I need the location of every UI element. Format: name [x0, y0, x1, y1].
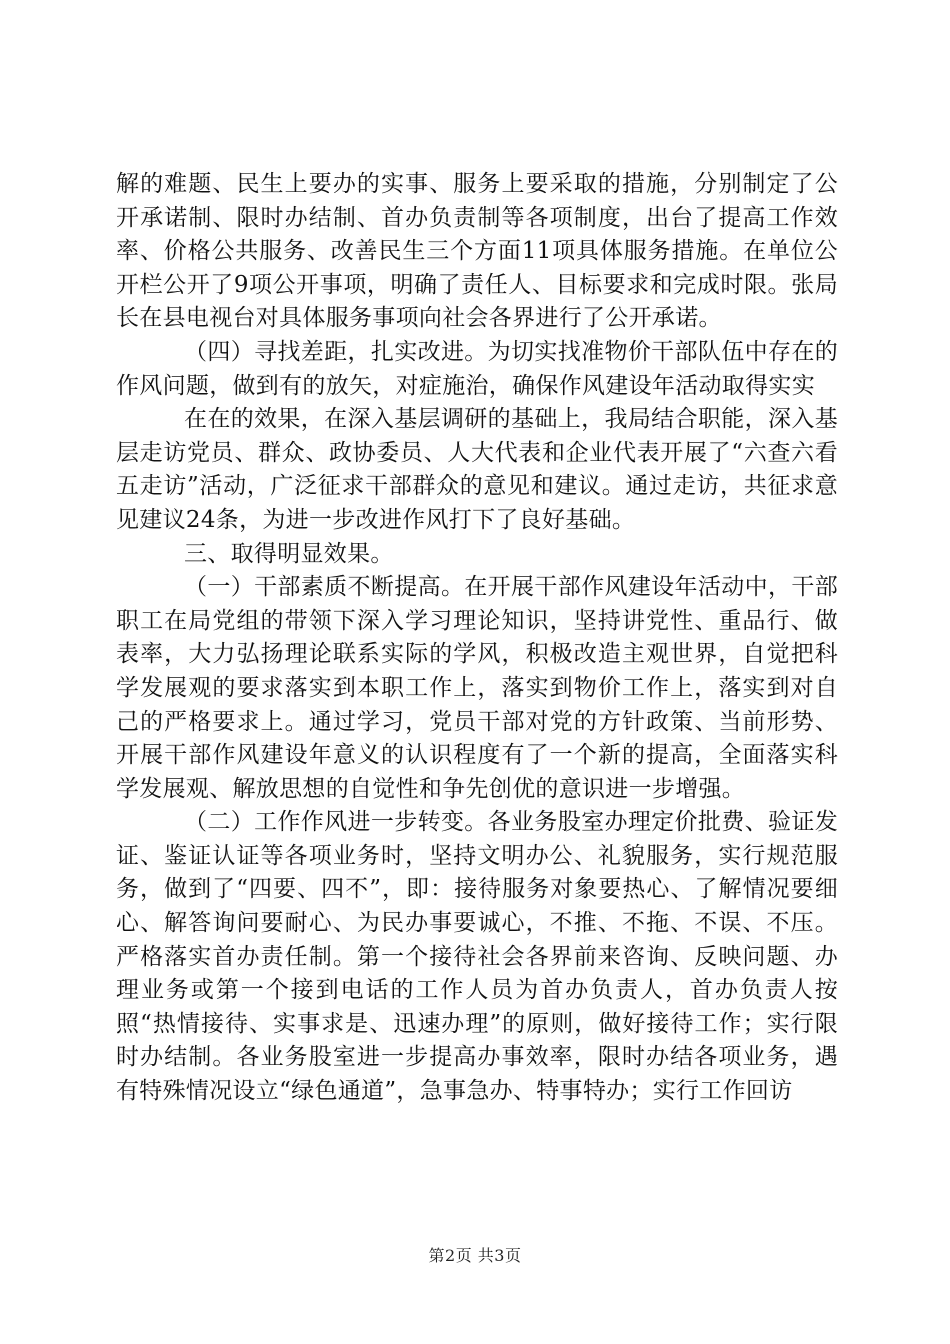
paragraph-work-style: （二）工作作风进一步转变。各业务股室办理定价批费、验证发证、鉴证认证等各项业务时，坚持文明办公、礼貌服务，实行规范服务，做到了“四要、四不”，即：接待服务对象要热心、了解情况要细心、解答询问要耐心、为民办事要诚心，不推、不拖、不误、不压。严格落实首办责任制。第一个接待社会各界前来咨询、反映问题、办理业务或第一个接到电话的工作人员为首办负责人，首办负责人按照“热情接待、实事求是、迅速办理”的原则，做好接待工作；实行限时办结制。各业务股室进一步提高办事效率，限时办结各项业务，遇有特殊情况设立“绿色通道”，急事急办、特事特办；实行工作回访 — [116, 809, 838, 1105]
paragraph-section-four-continued: 在在的效果，在深入基层调研的基础上，我局结合职能，深入基层走访党员、群众、政协委员、人大代表和企业代表开展了“六查六看五走访”活动，广泛征求干部群众的意见和建议。通过走访，共征求意见建议24条，为进一步改进作风打下了良好基础。 — [116, 406, 838, 533]
paragraph-section-four: （四）寻找差距，扎实改进。为切实找准物价干部队伍中存在的作风问题，做到有的放矢，对症施治，确保作风建设年活动取得实实 — [116, 338, 838, 399]
document-body — [116, 168, 838, 1109]
paragraph-cadre-quality: （一）干部素质不断提高。在开展干部作风建设年活动中，干部职工在局党组的带领下深入学习理论知识，坚持讲党性、重品行、做表率，大力弘扬理论联系实际的学风，积极改造主观世界，自觉把科学发展观的要求落实到本职工作上，落实到物价工作上，落实到对自己的严格要求上。通过学习，党员干部对党的方针政策、当前形势、开展干部作风建设年意义的认识程度有了一个新的提高，全面落实科学发展观、解放思想的自觉性和争先创优的意识进一步增强。 — [116, 574, 838, 802]
page-number-footer: 第2页 共3页 — [428, 1246, 522, 1265]
heading-results: 三、取得明显效果。 — [184, 540, 394, 567]
paragraph-continuation: 解的难题、民生上要办的实事、服务上要采取的措施，分别制定了公开承诺制、限时办结制、首办负责制等各项制度，出台了提高工作效率、价格公共服务、改善民生三个方面11项具体服务措施。在单位公开栏公开了9项公开事项，明确了责任人、目标要求和完成时限。张局长在县电视台对具体服务事项向社会各界进行了公开承诺。 — [116, 171, 838, 332]
